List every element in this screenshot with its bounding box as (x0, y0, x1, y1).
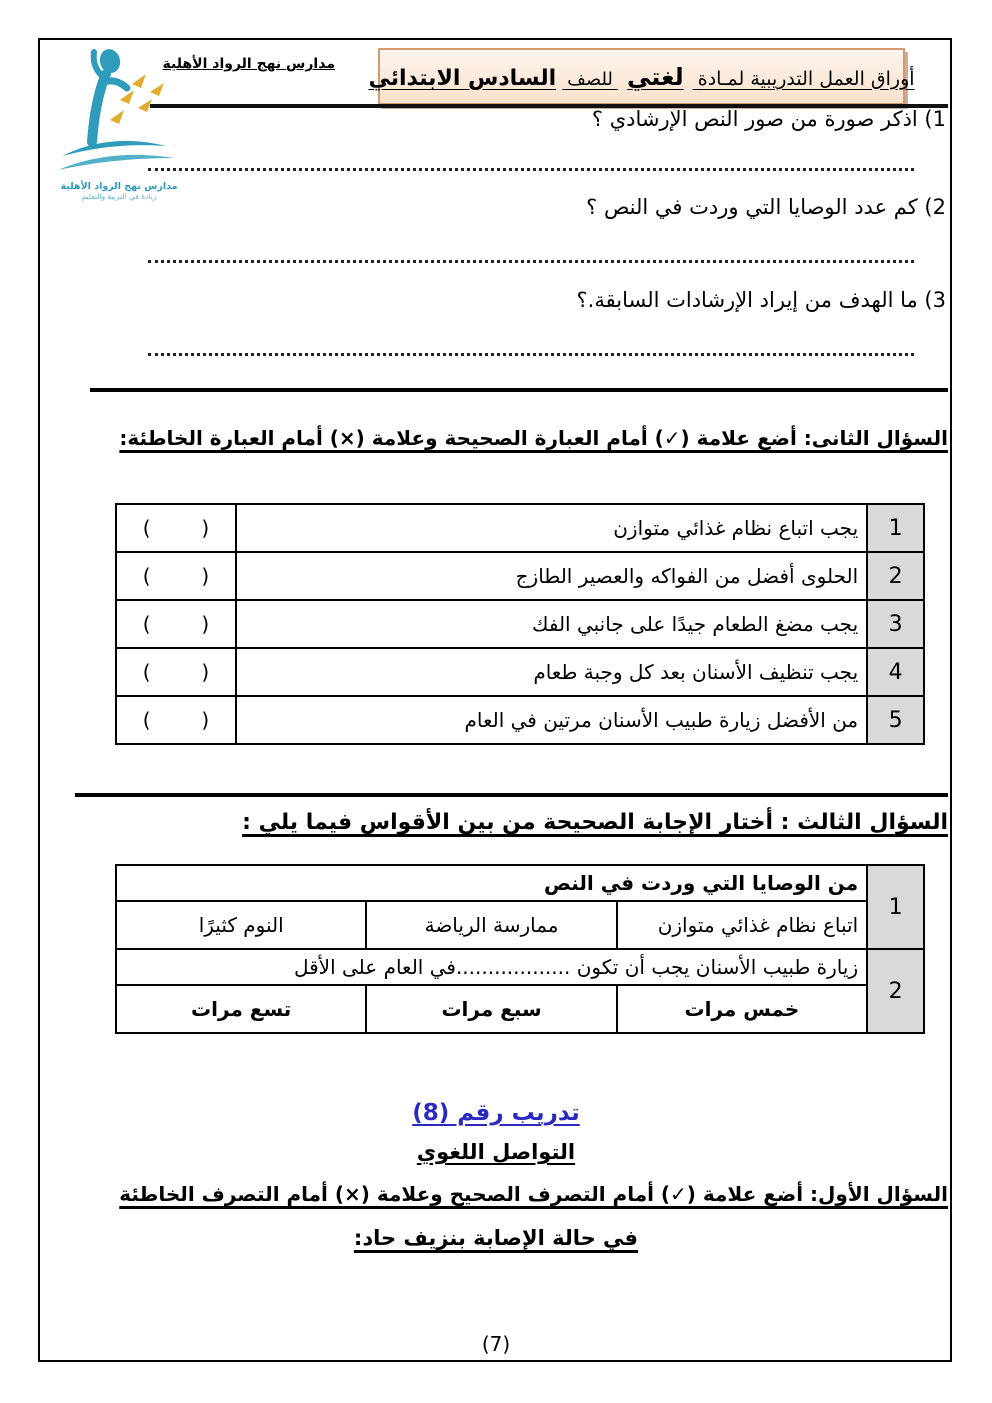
answer-line-1[interactable] (148, 168, 914, 171)
title-middle: للصف (567, 68, 613, 90)
mcq-option[interactable]: اتباع نظام غذائي متوازن (617, 901, 867, 949)
mcq-option[interactable]: النوم كثيرًا (116, 901, 366, 949)
mcq-question: زيارة طبيب الأسنان يجب أن تكون ..................في العام على الأقل (116, 949, 867, 985)
answer-blank[interactable]: ( ) (116, 552, 236, 600)
row-number: 2 (867, 552, 924, 600)
row-number: 4 (867, 648, 924, 696)
answer-blank[interactable]: ( ) (116, 696, 236, 744)
table-row (116, 696, 924, 744)
school-name: مدارس نهج الرواد الأهلية (162, 56, 335, 72)
statement-text: يجب تنظيف الأسنان بعد كل وجبة طعام (236, 648, 867, 696)
mcq-question: من الوصايا التي وردت في النص (116, 865, 867, 901)
statement-text: من الأفضل زيارة طبيب الأسنان مرتين في العام (236, 696, 867, 744)
answer-line-2[interactable] (148, 260, 914, 263)
section-three-heading: السؤال الثالث : أختار الإجابة الصحيحة من بين الأقواس فيما يلي : (242, 810, 948, 835)
section-one-heading-line1: السؤال الأول: أضع علامة (✓) أمام التصرف الصحيح وعلامة (×) أمام التصرف الخاطئة (119, 1182, 948, 1206)
section-two-heading: السؤال الثانى: أضع علامة (✓) أمام العبارة الصحيحة وعلامة (×) أمام العبارة الخاطئة: (119, 426, 948, 450)
table-row (116, 985, 924, 1033)
table-row (116, 600, 924, 648)
logo-tagline: ريادة في التربية والتعليم (81, 192, 157, 201)
page-number: (7) (481, 1332, 511, 1356)
mcq-option[interactable]: خمس مرات (617, 985, 867, 1033)
table-row (116, 648, 924, 696)
mcq-item-number: 2 (867, 949, 924, 1033)
mcq-option[interactable]: ممارسة الرياضة (366, 901, 616, 949)
title-subject: لغتي (627, 62, 684, 91)
worksheet-title (368, 63, 914, 91)
table-row (116, 865, 924, 901)
true-false-table (115, 503, 925, 745)
row-number: 1 (867, 504, 924, 552)
mcq-option[interactable]: سبع مرات (366, 985, 616, 1033)
table-row (116, 901, 924, 949)
question-3: 3) ما الهدف من إيراد الإرشادات السابقة.؟ (576, 288, 946, 312)
mcq-item-number: 1 (867, 865, 924, 949)
table-row (116, 504, 924, 552)
worksheet-title-box (368, 48, 915, 105)
section-divider-2 (75, 793, 948, 797)
statement-text: يجب اتباع نظام غذائي متوازن (236, 504, 867, 552)
exercise-title: تدريب رقم (8) (412, 1100, 580, 1126)
answer-blank[interactable]: ( ) (116, 648, 236, 696)
exercise-subtitle: التواصل اللغوي (416, 1140, 576, 1164)
statement-text: يجب مضغ الطعام جيدًا على جانبي الفك (236, 600, 867, 648)
logo-name: مدارس نهج الرواد الأهلية (60, 181, 178, 192)
section-divider-1 (90, 388, 948, 392)
answer-blank[interactable]: ( ) (116, 504, 236, 552)
mcq-option[interactable]: تسع مرات (116, 985, 366, 1033)
question-2: 2) كم عدد الوصايا التي وردت في النص ؟ (586, 195, 946, 219)
mcq-table (115, 864, 925, 1034)
answer-blank[interactable]: ( ) (116, 600, 236, 648)
title-grade: السادس الابتدائي (368, 65, 557, 91)
row-number: 5 (867, 696, 924, 744)
statement-text: الحلوى أفضل من الفواكه والعصير الطازج (236, 552, 867, 600)
row-number: 3 (867, 600, 924, 648)
question-1: 1) اذكر صورة من صور النص الإرشادي ؟ (591, 107, 946, 131)
table-row (116, 949, 924, 985)
section-one-heading-line2: في حالة الإصابة بنزيف حاد: (353, 1226, 639, 1250)
table-row (116, 552, 924, 600)
title-prefix: أوراق العمل التدريبية لمـادة (697, 67, 915, 90)
answer-line-3[interactable] (148, 353, 914, 356)
